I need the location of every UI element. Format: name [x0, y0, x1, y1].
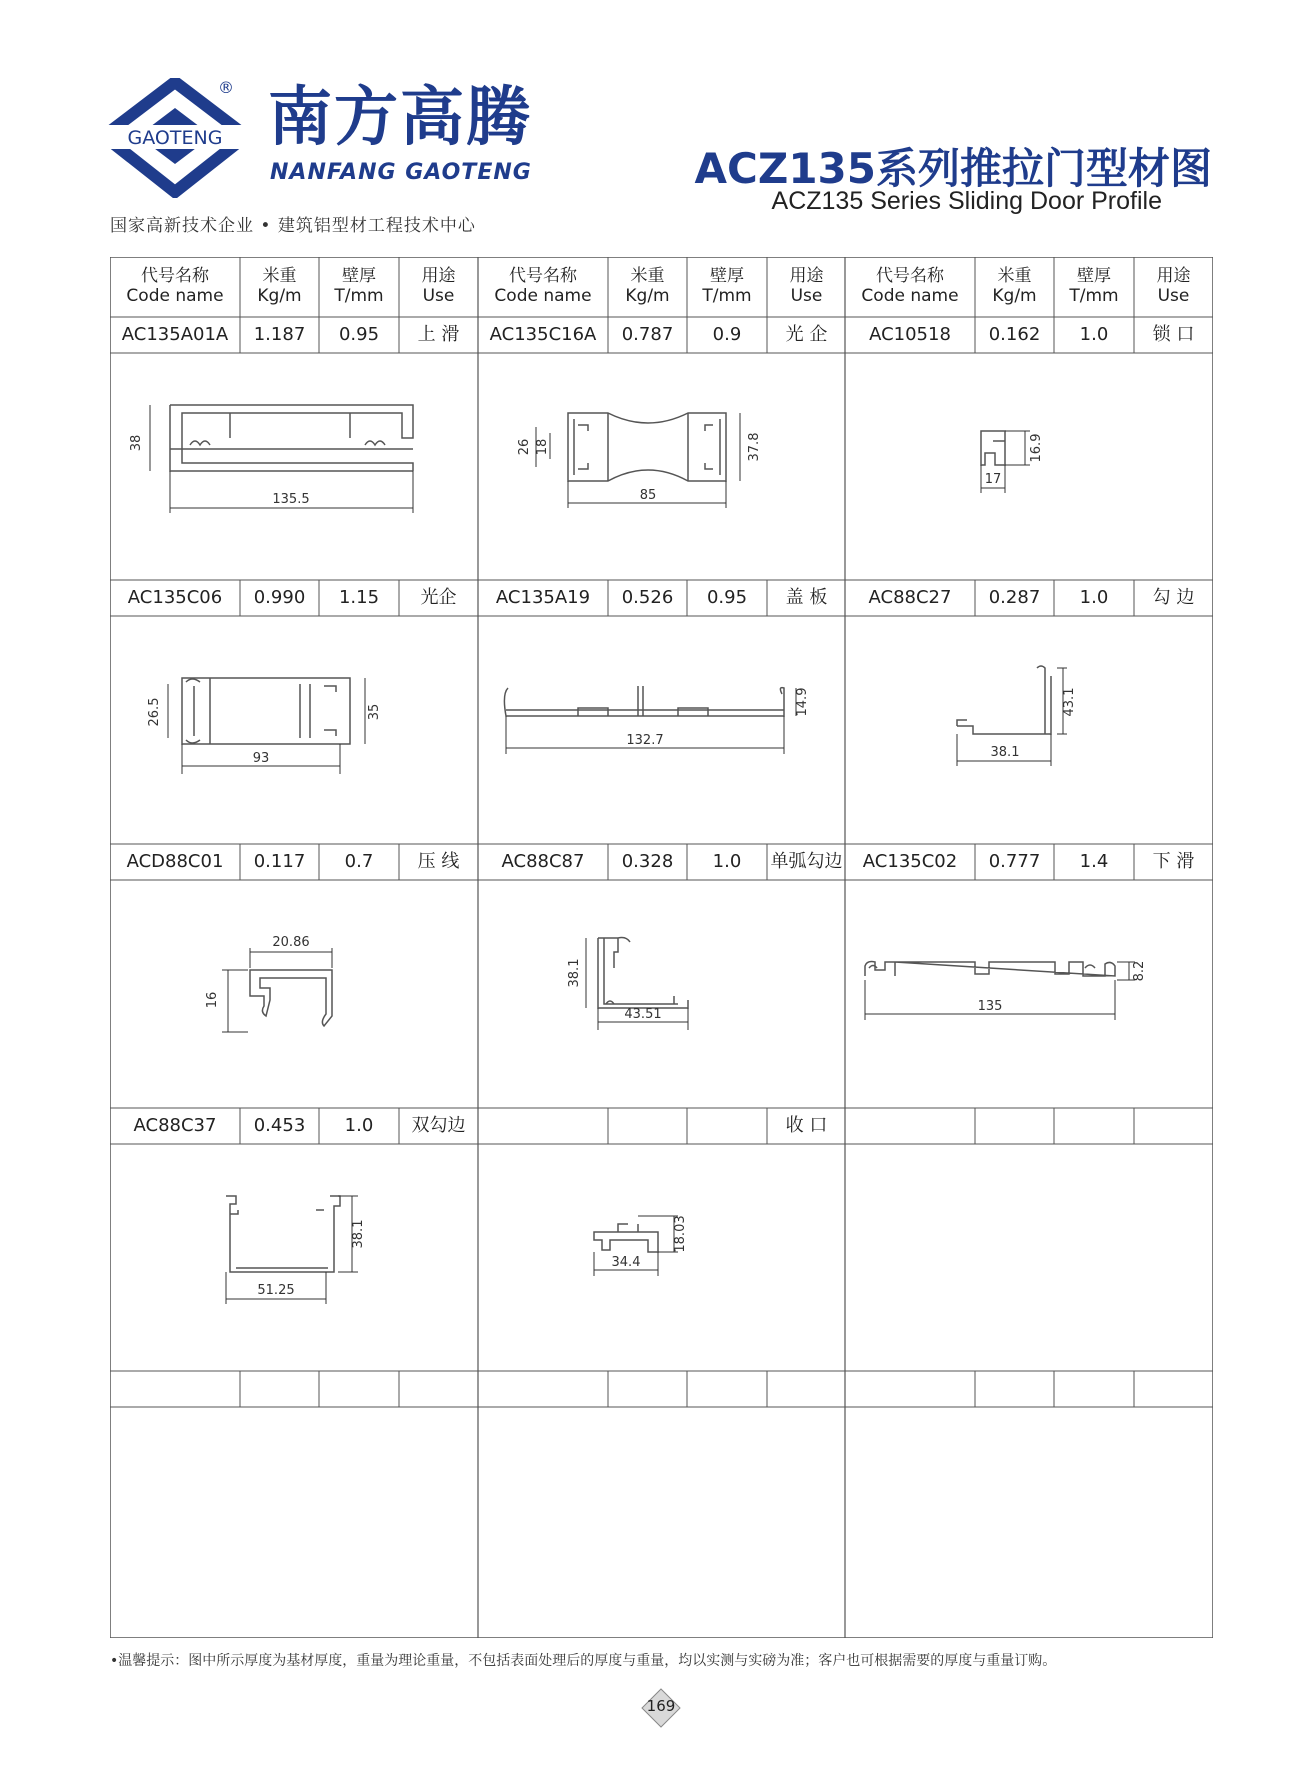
page-title-en: ACZ135 Series Sliding Door Profile	[771, 187, 1162, 215]
profile-cross-section-icon	[110, 1144, 478, 1371]
profile-code	[478, 1108, 608, 1144]
dimension-label: 43.51	[624, 1007, 662, 1022]
dimension-label: 17	[984, 472, 1002, 487]
profile-thickness	[687, 1108, 767, 1144]
header-thickness	[319, 257, 399, 317]
profile-thickness: 1.4	[1079, 850, 1109, 872]
profile-drawing	[845, 1144, 1213, 1371]
profile-weight: 0.328	[621, 850, 674, 872]
profile-thickness: 1.0	[712, 850, 742, 872]
profile-drawing	[478, 1407, 845, 1638]
header-label-cn: 代号名称	[876, 266, 944, 287]
profile-code: AC135A01A	[121, 323, 229, 345]
profile-cross-section-icon	[845, 616, 1213, 844]
profile-code: AC10518	[869, 323, 951, 345]
header-label-en: Use	[790, 286, 823, 306]
page-title-cn: ACZ135系列推拉门型材图	[694, 144, 1212, 193]
header-label-en: Kg/m	[257, 286, 302, 306]
header-label-en: Use	[422, 286, 455, 306]
header-label-en: Kg/m	[625, 286, 670, 306]
profile-code: AC88C87	[501, 850, 585, 872]
profile-weight	[975, 1371, 1054, 1407]
brand-name-cn: 南方高腾	[268, 81, 532, 155]
profile-cross-section-icon	[110, 880, 478, 1108]
page-number: 169	[646, 1697, 676, 1715]
profile-cross-section-icon	[110, 353, 478, 580]
dimension-label: 38.1	[990, 745, 1020, 760]
profile-cross-section-icon	[845, 880, 1213, 1108]
header-label-cn: 用途	[1156, 266, 1191, 287]
header-label-en: Kg/m	[992, 286, 1037, 306]
profile-weight	[608, 1108, 687, 1144]
header-label-en: T/mm	[702, 286, 752, 306]
profile-thickness: 1.0	[1079, 323, 1109, 345]
profile-thickness: 0.95	[706, 586, 748, 608]
dimension-label: 16.9	[1029, 433, 1044, 463]
header-label-cn: 壁厚	[1077, 266, 1111, 287]
profile-drawing	[845, 353, 1213, 580]
profile-weight: 0.777	[988, 850, 1041, 872]
profile-weight: 0.162	[988, 323, 1041, 345]
profile-drawing	[478, 353, 845, 580]
profile-use: 锁 口	[1152, 323, 1195, 345]
profile-drawing	[110, 880, 478, 1108]
dimension-label: 43.1	[1062, 687, 1077, 717]
profile-use: 压 线	[417, 850, 460, 872]
header-weight	[975, 257, 1054, 317]
profile-thickness: 0.95	[338, 323, 380, 345]
header-label-cn: 用途	[789, 266, 824, 287]
dimension-label: 93	[252, 751, 270, 766]
profile-thickness	[1054, 1371, 1134, 1407]
profile-use: 光 企	[785, 323, 828, 345]
profile-drawing	[110, 1144, 478, 1371]
profile-weight: 0.453	[253, 1114, 306, 1136]
dimension-label: 26.5	[147, 697, 162, 727]
profile-cross-section-icon	[478, 616, 845, 844]
profile-thickness	[319, 1371, 399, 1407]
profile-drawing	[478, 880, 845, 1108]
profile-use	[1134, 1371, 1213, 1407]
profile-code	[845, 1108, 975, 1144]
profile-code: AC135C06	[127, 586, 223, 608]
profile-weight	[240, 1371, 319, 1407]
profile-table	[110, 257, 1213, 1638]
profile-code	[110, 1371, 240, 1407]
header-weight	[608, 257, 687, 317]
profile-thickness	[687, 1371, 767, 1407]
profile-use	[399, 1371, 478, 1407]
profile-code: AC88C27	[868, 586, 952, 608]
profile-use: 双勾边	[411, 1114, 466, 1136]
header-label-en: Code name	[861, 286, 959, 306]
profile-code	[845, 1371, 975, 1407]
dimension-label: 26	[517, 438, 532, 456]
profile-weight	[975, 1108, 1054, 1144]
dimension-label: 132.7	[626, 733, 664, 748]
profile-drawing	[845, 880, 1213, 1108]
dimension-label: 135.5	[272, 492, 310, 507]
profile-weight: 1.187	[253, 323, 306, 345]
dimension-label: 38	[129, 434, 144, 452]
profile-cross-section-icon	[478, 353, 845, 580]
dimension-label: 38.1	[567, 958, 582, 988]
dimension-label: 34.4	[611, 1255, 641, 1270]
header-thickness	[1054, 257, 1134, 317]
dimension-label: 14.9	[795, 687, 810, 717]
profile-drawing	[845, 616, 1213, 844]
dimension-label: 51.25	[257, 1283, 295, 1298]
profile-thickness: 1.15	[338, 586, 380, 608]
profile-code: AC135C16A	[489, 323, 597, 345]
header-label-cn: 壁厚	[342, 266, 376, 287]
profile-weight: 0.990	[253, 586, 306, 608]
profile-use: 上 滑	[417, 323, 460, 345]
profile-cross-section-icon	[478, 1144, 845, 1371]
header-label-en: Use	[1157, 286, 1190, 306]
profile-weight: 0.787	[621, 323, 674, 345]
profile-cross-section-icon	[110, 616, 478, 844]
profile-use: 收 口	[785, 1114, 828, 1136]
profile-thickness: 0.9	[712, 323, 742, 345]
profile-drawing	[110, 1407, 478, 1638]
profile-thickness: 0.7	[344, 850, 374, 872]
profile-code: AC135A19	[495, 586, 591, 608]
header-label-cn: 壁厚	[710, 266, 744, 287]
profile-code: ACD88C01	[126, 850, 224, 872]
dimension-label: 38.1	[351, 1219, 366, 1249]
profile-thickness: 1.0	[1079, 586, 1109, 608]
header-label-cn: 用途	[421, 266, 456, 287]
profile-use: 勾 边	[1152, 586, 1195, 608]
profile-use: 盖 板	[785, 586, 828, 608]
header-label-en: Code name	[494, 286, 592, 306]
header-label-cn: 代号名称	[141, 266, 209, 287]
header-code	[845, 257, 975, 317]
profile-use: 下 滑	[1152, 850, 1195, 872]
dimension-label: 20.86	[272, 935, 310, 950]
profile-use	[767, 1371, 846, 1407]
profile-drawing	[845, 1407, 1213, 1638]
profile-thickness	[1054, 1108, 1134, 1144]
dimension-label: 8.2	[1132, 960, 1147, 982]
footnote: •温馨提示：图中所示厚度为基材厚度，重量为理论重量，不包括表面处理后的厚度与重量，均以实测与实磅为准；客户也可根据需要的厚度与重量订购。	[110, 1653, 1057, 1669]
header-label-cn: 米重	[262, 266, 297, 287]
profile-code: AC135C02	[862, 850, 958, 872]
profile-cross-section-icon	[845, 353, 1213, 580]
dimension-label: 37.8	[747, 432, 762, 462]
dimension-label: 85	[639, 488, 657, 503]
brand-name-en: NANFANG GAOTENG	[270, 160, 532, 185]
dimension-label: 135	[977, 999, 1003, 1014]
logo-text: GAOTENG	[127, 127, 223, 149]
dimension-label: 18.03	[673, 1215, 688, 1253]
profile-code	[478, 1371, 608, 1407]
header-label-en: T/mm	[334, 286, 384, 306]
registered-mark: ®	[218, 78, 234, 97]
profile-cross-section-icon	[478, 880, 845, 1108]
header-thickness	[687, 257, 767, 317]
profile-weight: 0.117	[253, 850, 306, 872]
header-code	[110, 257, 240, 317]
header-label-en: Code name	[126, 286, 224, 306]
header-use	[399, 257, 478, 317]
profile-drawing	[478, 616, 845, 844]
profile-code: AC88C37	[133, 1114, 217, 1136]
profile-use	[1134, 1108, 1213, 1144]
profile-use: 光企	[420, 586, 457, 608]
dimension-label: 35	[367, 703, 382, 721]
profile-weight: 0.526	[621, 586, 674, 608]
profile-thickness: 1.0	[344, 1114, 374, 1136]
header-use	[767, 257, 846, 317]
header-label-en: T/mm	[1069, 286, 1119, 306]
profile-use: 单弧勾边	[770, 850, 843, 872]
profile-drawing	[110, 353, 478, 580]
profile-weight: 0.287	[988, 586, 1041, 608]
profile-drawing	[478, 1144, 845, 1371]
profile-weight	[608, 1371, 687, 1407]
dimension-label: 16	[205, 991, 220, 1009]
header-label-cn: 米重	[630, 266, 665, 287]
profile-drawing	[110, 616, 478, 844]
header-weight	[240, 257, 319, 317]
header-code	[478, 257, 608, 317]
company-tagline: 国家高新技术企业 • 建筑铝型材工程技术中心	[110, 216, 476, 236]
header-use	[1134, 257, 1213, 317]
dimension-label: 18	[535, 438, 550, 456]
header-label-cn: 米重	[997, 266, 1032, 287]
header-label-cn: 代号名称	[509, 266, 577, 287]
